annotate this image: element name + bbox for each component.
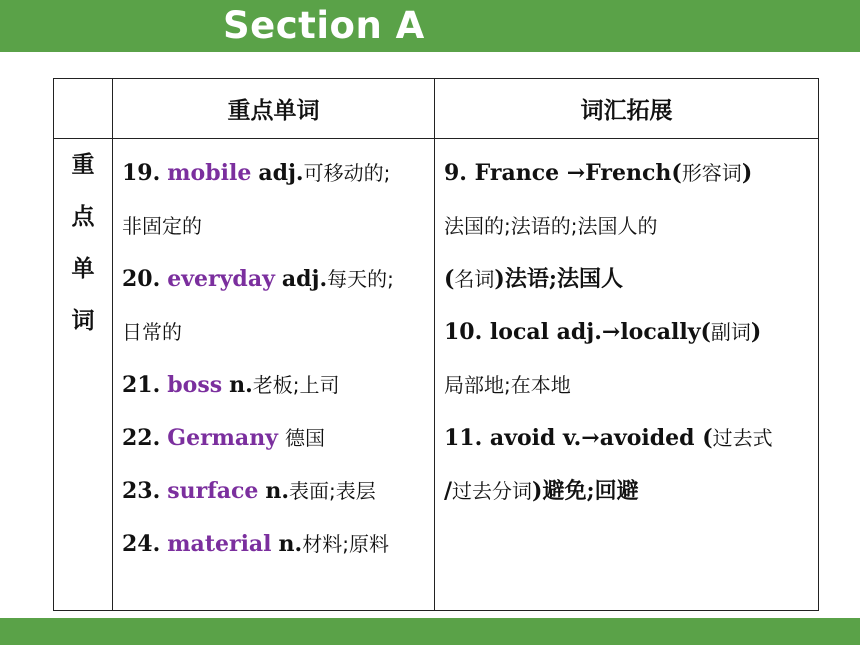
- list-item-continuation: 日常的: [122, 320, 182, 344]
- footer-bar: [0, 618, 860, 645]
- table-body-row: [54, 139, 819, 611]
- side-label: 重 点 单 词: [54, 139, 113, 611]
- expansion-line: 局部地;在本地: [444, 373, 571, 397]
- list-item-continuation: 非固定的: [122, 214, 202, 238]
- expansion-line: (名词)法语;法国人: [444, 266, 623, 292]
- list-item: 24. material n.材料;原料: [122, 531, 389, 557]
- key-words-cell: [113, 139, 435, 611]
- vocabulary-table: [53, 78, 819, 611]
- corner-cell: [54, 79, 113, 139]
- header-bar: [0, 0, 860, 52]
- expansion-line: 11. avoid v.→avoided (过去式: [444, 425, 773, 451]
- expansion-line: 法国的;法语的;法国人的: [444, 214, 658, 238]
- list-item: 22. Germany 德国: [122, 425, 325, 451]
- list-item: 19. mobile adj.可移动的;: [122, 160, 391, 186]
- header-vocab-expansion: 词汇拓展: [435, 79, 819, 139]
- list-item: 23. surface n.表面;表层: [122, 478, 376, 504]
- header-key-words: 重点单词: [113, 79, 435, 139]
- list-item: 20. everyday adj.每天的;: [122, 266, 394, 292]
- table-header-row: [54, 79, 819, 139]
- expansion-line: 9. France →French(形容词): [444, 160, 753, 186]
- list-item: 21. boss n.老板;上司: [122, 372, 340, 398]
- expansion-line: 10. local adj.→locally(副词): [444, 319, 762, 345]
- expansion-line: /过去分词)避免;回避: [444, 478, 639, 504]
- section-title: Section A: [223, 4, 425, 47]
- vocab-expansion-cell: [435, 139, 819, 611]
